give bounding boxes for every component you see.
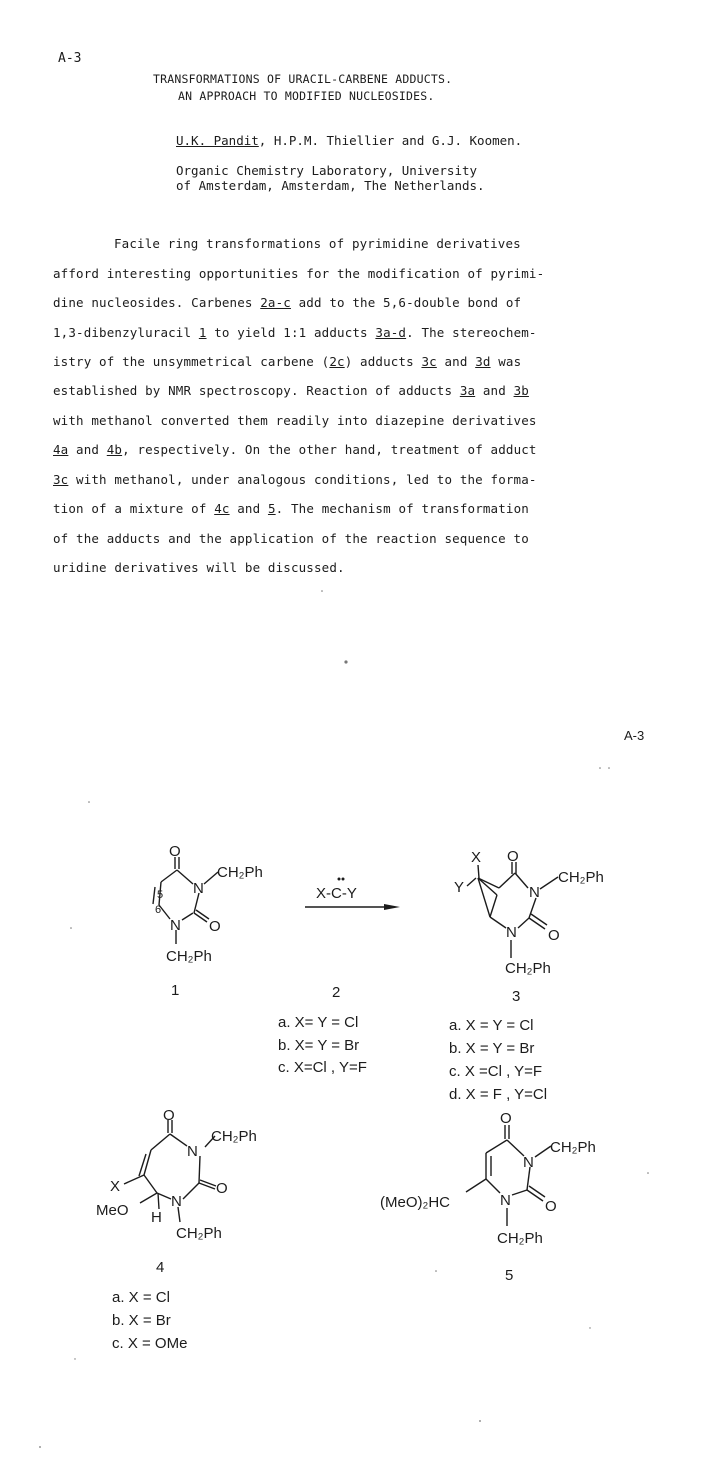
compound-ref: 2c — [329, 354, 345, 369]
c3-CH2Ph-top: CH₂Ph — [558, 869, 604, 886]
compound-ref: 4b — [106, 442, 123, 457]
c3-O-right: O — [548, 927, 560, 944]
c1-CH2Ph-bottom: CH₂Ph — [166, 948, 212, 965]
abstract-text: , respectively. On the other hand, treatment of adduct — [122, 442, 537, 457]
compound-ref: 2a-c — [260, 295, 291, 310]
abstract-text: and — [229, 501, 268, 516]
abstract-line-1: Facile ring transformations of pyrimidine derivatives — [114, 236, 521, 251]
affiliation-line-1: Organic Chemistry Laboratory, University — [176, 163, 478, 178]
list-4-a: a. X = Cl — [112, 1289, 170, 1306]
c4-N3: N — [187, 1143, 198, 1160]
compound-ref: 5 — [267, 501, 276, 516]
affiliation-line-2: of Amsterdam, Amsterdam, The Netherlands. — [176, 178, 485, 193]
c3-O-top: O — [507, 848, 519, 865]
c5-CH2Ph-bottom: CH₂Ph — [497, 1230, 543, 1247]
list-3-d: d. X = F , Y=Cl — [449, 1086, 548, 1103]
abstract-text: with methanol, under analogous conditions, led to the forma- — [68, 472, 537, 487]
compound-ref: 1 — [198, 325, 207, 340]
list-2-b: b. X= Y = Br — [278, 1037, 360, 1054]
compound-number-3: 3 — [512, 988, 521, 1005]
reaction-arrowhead — [384, 904, 400, 910]
list-2-c: c. X=Cl , Y=F — [278, 1059, 367, 1076]
compound-ref: 3c — [421, 354, 437, 369]
c1-ring-5: 5 — [157, 889, 164, 901]
abstract-text: tion of a mixture of — [53, 501, 215, 516]
c1-N3: N — [193, 880, 204, 897]
list-4-b: b. X = Br — [112, 1312, 171, 1329]
c1-ring-6: 6 — [155, 904, 162, 916]
abstract-text: and — [436, 354, 476, 369]
compound-4-structure — [124, 1120, 216, 1222]
abstract-text: 1,3-dibenzyluracil — [53, 325, 199, 340]
list-3-c: c. X =Cl , Y=F — [449, 1063, 543, 1080]
abstract-line-2: afford interesting opportunities for the modification of pyrimi- — [53, 266, 545, 281]
compound-5-structure — [466, 1125, 551, 1226]
c5-N3: N — [523, 1154, 534, 1171]
compound-number-4: 4 — [156, 1259, 165, 1276]
list-3-a: a. X = Y = Cl — [449, 1017, 534, 1034]
c3-N3: N — [529, 884, 540, 901]
abstract-text: . The stereochem- — [406, 325, 537, 340]
compound-ref: 3d — [475, 354, 491, 369]
abstract-text: and — [68, 442, 107, 457]
compound-number-1: 1 — [171, 982, 180, 999]
abstract-text: dine nucleosides. Carbenes — [53, 295, 261, 310]
abstract-text: add to the 5,6-double bond of — [290, 295, 522, 310]
compound-ref: 3c — [53, 472, 69, 487]
compound-ref: 3a — [459, 383, 476, 398]
c1-CH2Ph-top: CH₂Ph — [217, 864, 263, 881]
c1-O-right: O — [209, 918, 221, 935]
abstract-text: was — [490, 354, 522, 369]
compound-number-5: 5 — [505, 1267, 514, 1284]
c4-H: H — [151, 1209, 162, 1226]
c5-N1: N — [500, 1192, 511, 1209]
compound-ref: 3b — [513, 383, 529, 398]
c4-O-top: O — [163, 1107, 175, 1124]
c3-Y: Y — [454, 879, 465, 896]
c4-X: X — [110, 1178, 121, 1195]
page-label-scheme: A-3 — [624, 728, 645, 743]
c4-N1: N — [171, 1193, 182, 1210]
c4-CH2Ph-bottom: CH₂Ph — [176, 1225, 222, 1242]
c5-CH2Ph-top: CH₂Ph — [550, 1139, 596, 1156]
abstract-line-7: with methanol converted them readily into diazepine derivatives — [53, 413, 537, 428]
c5-O-right: O — [545, 1198, 557, 1215]
compound-3-structure — [467, 862, 558, 958]
c3-CH2Ph-bottom: CH₂Ph — [505, 960, 551, 977]
abstract-text: established by NMR spectroscopy. Reaction of adducts — [53, 383, 460, 398]
c1-N1: N — [170, 917, 181, 934]
c4-O-right: O — [216, 1180, 228, 1197]
list-4-c: c. X = OMe — [112, 1335, 188, 1352]
c5-O-top: O — [500, 1110, 512, 1127]
reagent-carbene: X-C-Y — [316, 885, 357, 902]
list-2-a: a. X= Y = Cl — [278, 1014, 359, 1031]
compound-ref: 3a-d — [375, 325, 407, 340]
c3-X: X — [471, 849, 482, 866]
compound-ref: 4c — [214, 501, 230, 516]
carbene-lone-pair — [338, 878, 341, 881]
abstract-text: istry of the unsymmetrical carbene ( — [53, 354, 330, 369]
list-3-b: b. X = Y = Br — [449, 1040, 535, 1057]
abstract-text: and — [475, 383, 514, 398]
c1-O-top: O — [169, 843, 181, 860]
abstract-text: ) adducts — [344, 354, 422, 369]
abstract-line-11: of the adducts and the application of the reaction sequence to — [53, 531, 529, 546]
page-label: A-3 — [58, 51, 82, 66]
abstract-text: to yield 1:1 adducts — [206, 325, 376, 340]
compound-number-2: 2 — [332, 984, 341, 1001]
c4-CH2Ph-top: CH₂Ph — [211, 1128, 257, 1145]
co-authors: , H.P.M. Thiellier and G.J. Koomen. — [258, 133, 523, 148]
title-line-2: AN APPROACH TO MODIFIED NUCLEOSIDES. — [178, 89, 435, 103]
title-line-1: TRANSFORMATIONS OF URACIL-CARBENE ADDUCTS. — [153, 72, 453, 86]
presenting-author: U.K. Pandit — [176, 133, 259, 148]
c3-N1: N — [506, 924, 517, 941]
c5-MeO2HC: (MeO)₂HC — [380, 1194, 450, 1211]
abstract-line-12: uridine derivatives will be discussed. — [53, 560, 345, 575]
c4-MeO: MeO — [96, 1202, 129, 1219]
abstract-text: . The mechanism of transformation — [275, 501, 529, 516]
compound-ref: 4a — [53, 442, 69, 457]
carbene-lone-pair — [342, 878, 345, 881]
